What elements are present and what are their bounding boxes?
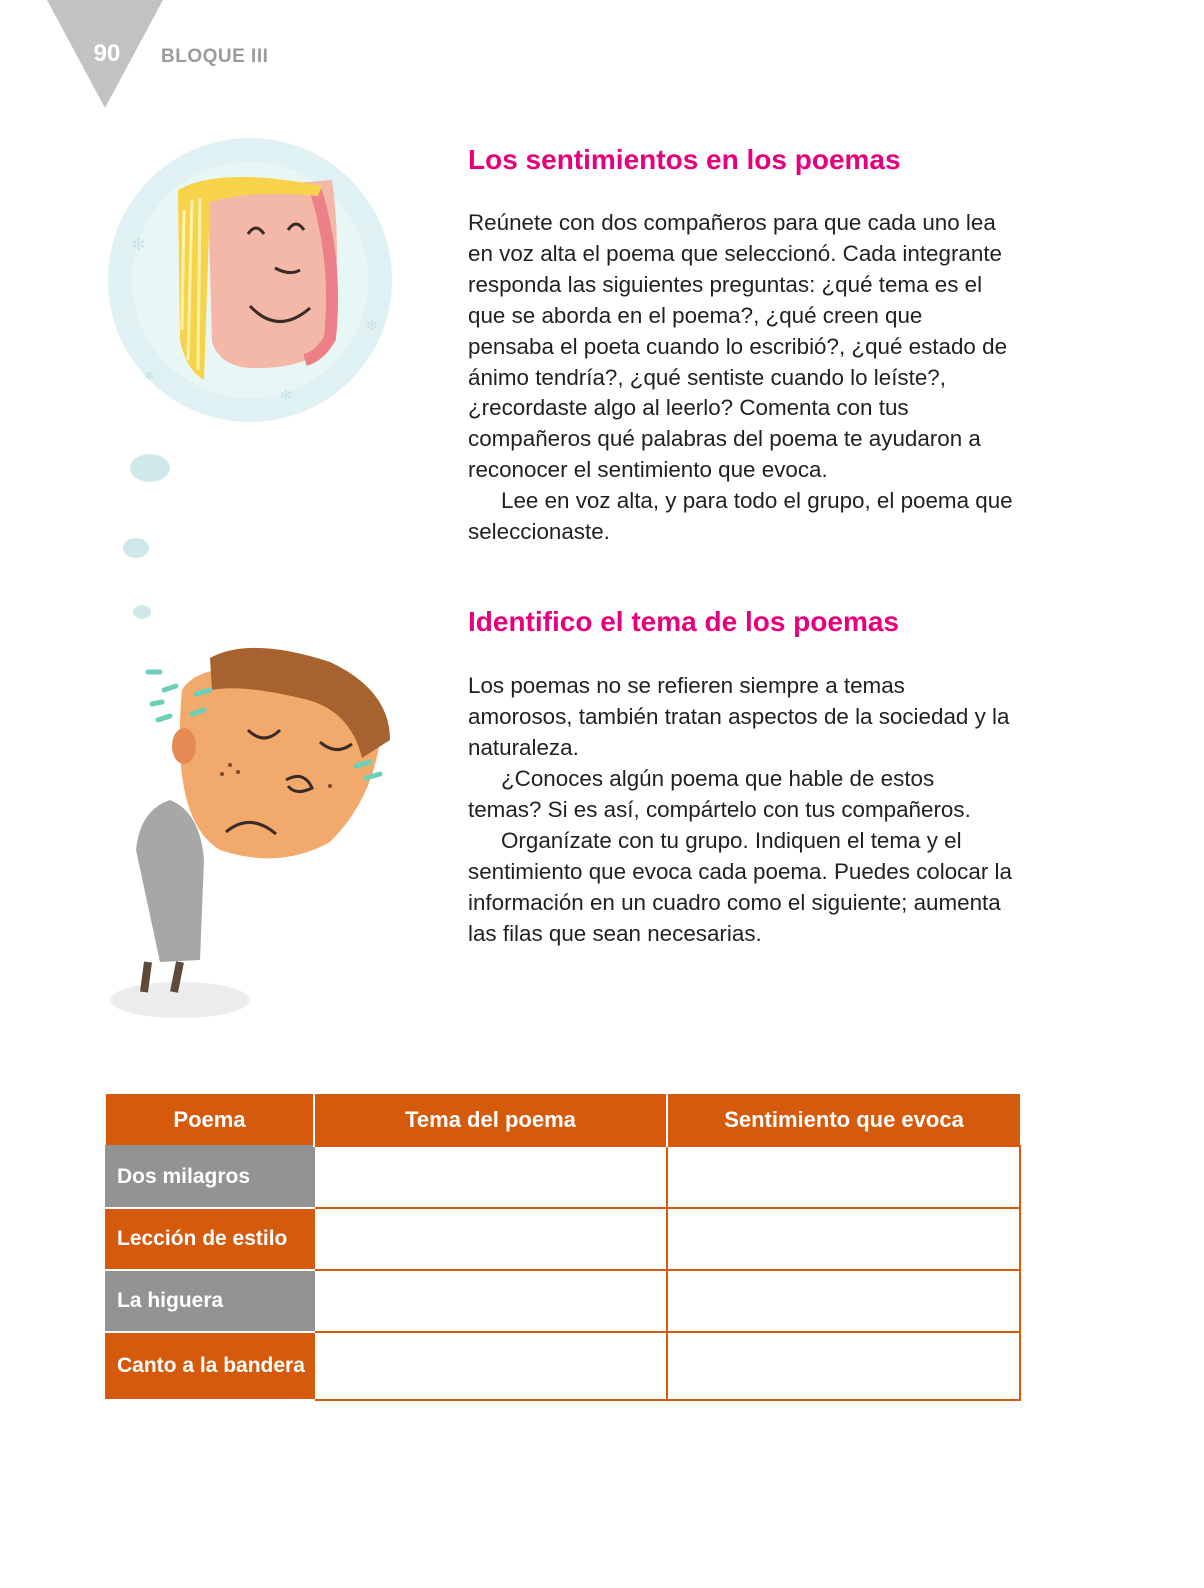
poem-name-cell: Lección de estilo — [106, 1208, 314, 1270]
section2-paragraph-2: ¿Conoces algún poema que hable de estos temas? Si es así, compártelo con tus compañeros. — [468, 766, 971, 822]
poem-table — [105, 1094, 1021, 1401]
theme-cell[interactable] — [314, 1332, 667, 1400]
theme-cell[interactable] — [314, 1208, 667, 1270]
page-number: 90 — [93, 40, 121, 67]
sad-boy-illustration — [100, 440, 410, 1030]
poem-name-cell: Canto a la bandera — [106, 1332, 314, 1400]
theme-cell[interactable] — [314, 1270, 667, 1332]
header-feeling: Sentimiento que evoca — [667, 1094, 1020, 1146]
table-header-row — [106, 1094, 1020, 1146]
table-row — [106, 1332, 1020, 1400]
poem-name-cell: Dos milagros — [106, 1146, 314, 1208]
feeling-cell[interactable] — [667, 1146, 1020, 1208]
table-row — [106, 1270, 1020, 1332]
svg-text:✻: ✻ — [366, 318, 378, 334]
section-title-feelings: Los sentimientos en los poemas — [468, 144, 901, 175]
section1-paragraph-2: Lee en voz alta, y para todo el grupo, el poema que seleccionaste. — [468, 488, 1013, 544]
table-row — [106, 1146, 1020, 1208]
svg-text:✻: ✻ — [280, 388, 292, 404]
section1-paragraph-1: Reúnete con dos compañeros para que cada uno lea en voz alta el poema que seleccionó. Cada integrante responda las siguientes preguntas: ¿qué tema es el que se aborda en el poema?, ¿qué creen que pensaba el poeta cuando lo escribió?, ¿qué estado de ánimo tendría?, ¿qué sentiste cuando lo leíste?, ¿recordaste algo al leerlo? Comenta con tus compañeros qué palabras del poema te ayudaron a reconocer el sentimiento que evoca. — [468, 210, 1008, 483]
section-title-themes: Identifico el tema de los poemas — [468, 606, 900, 637]
thought-bubble-illustration — [100, 130, 400, 440]
svg-text:✻: ✻ — [144, 369, 155, 383]
section2-paragraph-1: Los poemas no se refieren siempre a temas amorosos, también tratan aspectos de la sociedad y la naturaleza. — [468, 673, 1010, 760]
svg-text:✻: ✻ — [132, 235, 146, 254]
table-row — [106, 1208, 1020, 1270]
header-theme: Tema del poema — [314, 1094, 667, 1146]
feeling-cell[interactable] — [667, 1208, 1020, 1270]
section2-paragraph-3: Organízate con tu grupo. Indiquen el tema y el sentimiento que evoca cada poema. Puedes colocar la información en un cuadro como el siguiente; aumenta las filas que sean necesarias. — [468, 828, 1012, 946]
header-poem: Poema — [106, 1094, 314, 1146]
theme-cell[interactable] — [314, 1146, 667, 1208]
feeling-cell[interactable] — [667, 1332, 1020, 1400]
feeling-cell[interactable] — [667, 1270, 1020, 1332]
block-label: BLOQUE III — [161, 46, 269, 67]
poem-name-cell: La higuera — [106, 1270, 314, 1332]
